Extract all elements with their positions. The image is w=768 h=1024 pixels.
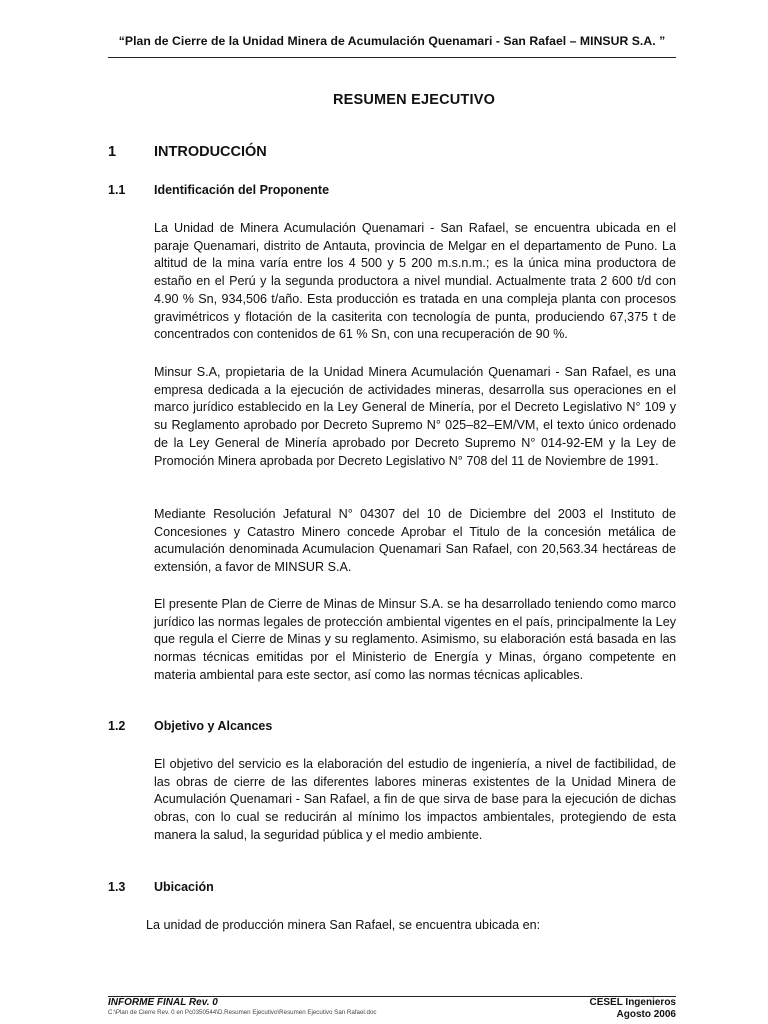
paragraph: Mediante Resolución Jefatural N° 04307 del 10 de Diciembre del 2003 el Instituto de Concesiones y Catastro Minero concede Aprobar el Titulo de la concesión metálica de acumulación denominada Acumulacion Quenamari San Rafael, con 20,563.34 hectáreas de extensión, a favor de MINSUR S.A. [154,507,676,575]
paragraph: Minsur S.A, propietaria de la Unidad Minera Acumulación Quenamari - San Rafael, es una empresa dedicada a la ejecución de actividades mineras, desarrolla sus operaciones en el marco jurídico establecido en la Ley General de Minería, por el Decreto Legislativo N° 109 y su Reglamento aprobado por Decreto Supremo N° 025–82–EM/VM, el texto único ordenado de la Ley General de Minería aprobado por Decreto Supremo N° 014-92-EM y la Ley de Promoción Minera aprobada por Decreto Legislativo N° 708 del 11 de Noviembre de 1991. [154,365,676,468]
section-title: Identificación del Proponente [154,183,330,197]
section-title: Ubicación [154,880,214,894]
running-header: “Plan de Cierre de la Unidad Minera de Acumulación Quenamari - San Rafael – MINSUR S.A. ” [118,34,666,48]
section-number: 1 [108,144,117,160]
footer-report-label: INFORME FINAL Rev. 0 [108,997,218,1008]
section-number: 1.2 [108,719,126,733]
header-divider [108,57,676,58]
section-title: Objetivo y Alcances [154,719,273,733]
section-title: INTRODUCCIÓN [154,144,267,160]
footer-file-path: C:\Plan de Cierre Rev. 0 en Pc0350544\D.Resumen Ejecutivo\Resumen Ejecutivo San Rafael.doc [108,1009,377,1016]
section-number: 1.1 [108,183,126,197]
document-title: RESUMEN EJECUTIVO [332,92,496,108]
footer-date: Agosto 2006 [616,1009,676,1020]
footer-company-block [589,997,676,1021]
section-number: 1.3 [108,880,126,894]
paragraph: El objetivo del servicio es la elaboración del estudio de ingeniería, a nivel de factibilidad, de las obras de cierre de las diferentes labores mineras existentes de la Unidad Minera de Acumulación Quenamari - San Rafael, a fin de que sirva de base para la ejecución de dichas obras, con lo cual se reducirán al mínimo los impactos ambientales, protegiendo de esta manera la salud, la seguridad pública y el medio ambiente. [154,757,676,842]
paragraph: La Unidad de Minera Acumulación Quenamari - San Rafael, se encuentra ubicada en el paraje Quenamari, distrito de Antauta, provincia de Melgar en el departamento de Puno. La altitud de la mina varía entre los 4 500 y 5 200 m.s.n.m.; es la única mina productora de estaño en el Perú y la segunda productora a nivel mundial. Actualmente trata 2 600 t/d con 4.90 % Sn, 934,506 t/año. Esta producción es tratada en una compleja planta con procesos gravimétricos y flotación de la casiterita con tecnología de punta, produciendo 67,375 t de concentrados con contenidos de 61 % Sn, con una recuperación de 90 %. [154,221,676,342]
paragraph: La unidad de producción minera San Rafael, se encuentra ubicada en: [146,918,541,932]
footer-company: CESEL Ingenieros [589,997,676,1008]
paragraph: El presente Plan de Cierre de Minas de Minsur S.A. se ha desarrollado teniendo como marco jurídico las normas legales de protección ambiental vigentes en el país, principalmente la Ley que regula el Cierre de Minas y su reglamento. Asimismo, su elaboración está basada en las normas técnicas emitidas por el Ministerio de Energía y Minas, órgano competente en materia ambiental para este sector, así como las normas técnicas aplicables. [154,597,676,682]
